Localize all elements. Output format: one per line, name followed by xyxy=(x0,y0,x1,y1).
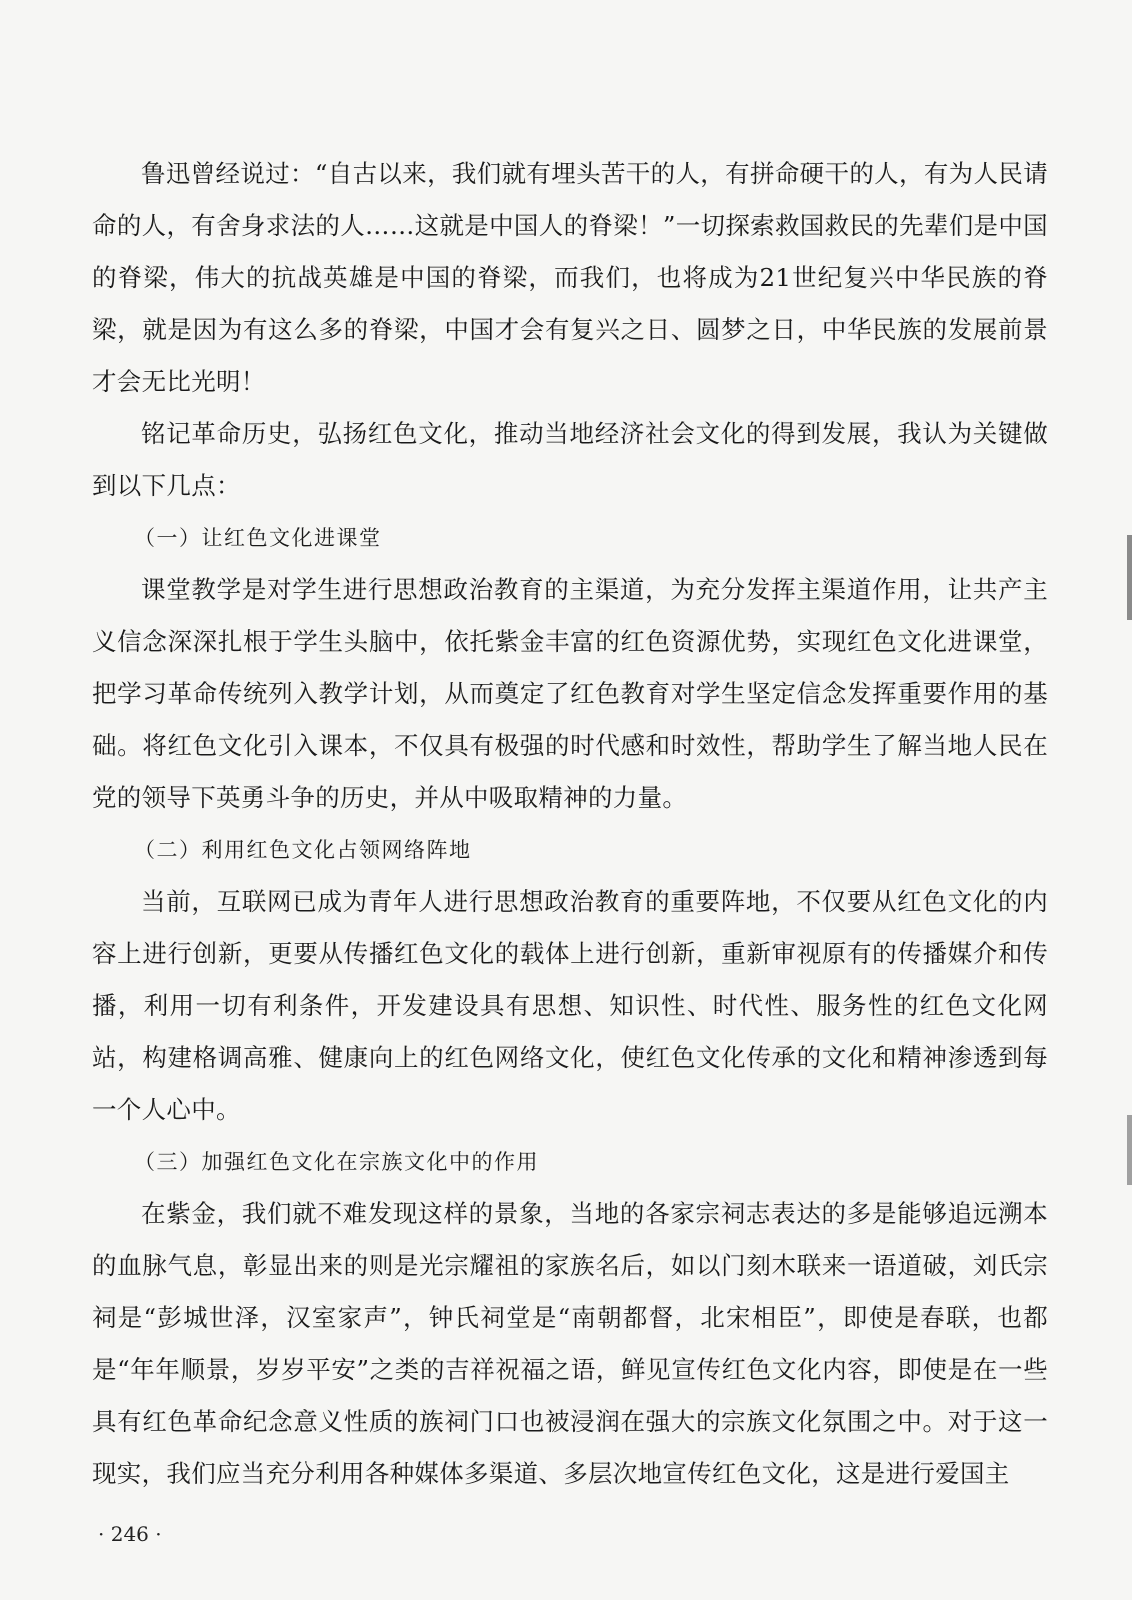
scan-edge-mark xyxy=(1127,535,1132,620)
scan-edge-mark xyxy=(1127,1115,1132,1185)
paragraph-lu-xun-quote: 鲁迅曾经说过：“自古以来，我们就有埋头苦干的人，有拼命硬干的人，有为人民请命的人，有舍身求法的人……这就是中国人的脊梁！”一切探索救国救民的先辈们是中国的脊梁，伟大的抗战英雄是中国的脊梁，而我们，也将成为21世纪复兴中华民族的脊梁，就是因为有这么多的脊梁，中国才会有复兴之日、圆梦之日，中华民族的发展前景才会无比光明！ xyxy=(92,159,1048,396)
section-heading-3: （三）加强红色文化在宗族文化中的作用 xyxy=(134,1150,539,1174)
section-heading-2: （二）利用红色文化占领网络阵地 xyxy=(134,838,472,862)
paragraph-intro-key-points: 铭记革命历史，弘扬红色文化，推动当地经济社会文化的得到发展，我认为关键做到以下几点： xyxy=(92,419,1048,500)
paragraph-classroom: 课堂教学是对学生进行思想政治教育的主渠道，为充分发挥主渠道作用，让共产主义信念深深扎根于学生头脑中，依托紫金丰富的红色资源优势，实现红色文化进课堂，把学习革命传统列入教学计划，从而奠定了红色教育对学生坚定信念发挥重要作用的基础。将红色文化引入课本，不仅具有极强的时代感和时效性，帮助学生了解当地人民在党的领导下英勇斗争的历史，并从中吸取精神的力量。 xyxy=(92,575,1048,812)
body-text xyxy=(92,148,1048,1500)
page-number: · 246 · xyxy=(98,1522,162,1546)
paragraph-clan-culture: 在紫金，我们就不难发现这样的景象，当地的各家宗祠志表达的多是能够追远溯本的血脉气息，彰显出来的则是光宗耀祖的家族名后，如以门刻木联来一语道破，刘氏宗祠是“彭城世泽，汉室家声”，钟氏祠堂是“南朝都督，北宋相臣”，即使是春联，也都是“年年顺景，岁岁平安”之类的吉祥祝福之语，鲜见宣传红色文化内容，即使是在一些具有红色革命纪念意义性质的族祠门口也被浸润在强大的宗族文化氛围之中。对于这一现实，我们应当充分利用各种媒体多渠道、多层次地宣传红色文化，这是进行爱国主 xyxy=(92,1199,1048,1488)
paragraph-internet: 当前，互联网已成为青年人进行思想政治教育的重要阵地，不仅要从红色文化的内容上进行创新，更要从传播红色文化的载体上进行创新，重新审视原有的传播媒介和传播，利用一切有利条件，开发建设具有思想、知识性、时代性、服务性的红色文化网站，构建格调高雅、健康向上的红色网络文化，使红色文化传承的文化和精神渗透到每一个人心中。 xyxy=(92,887,1048,1124)
section-heading-1: （一）让红色文化进课堂 xyxy=(134,526,382,550)
